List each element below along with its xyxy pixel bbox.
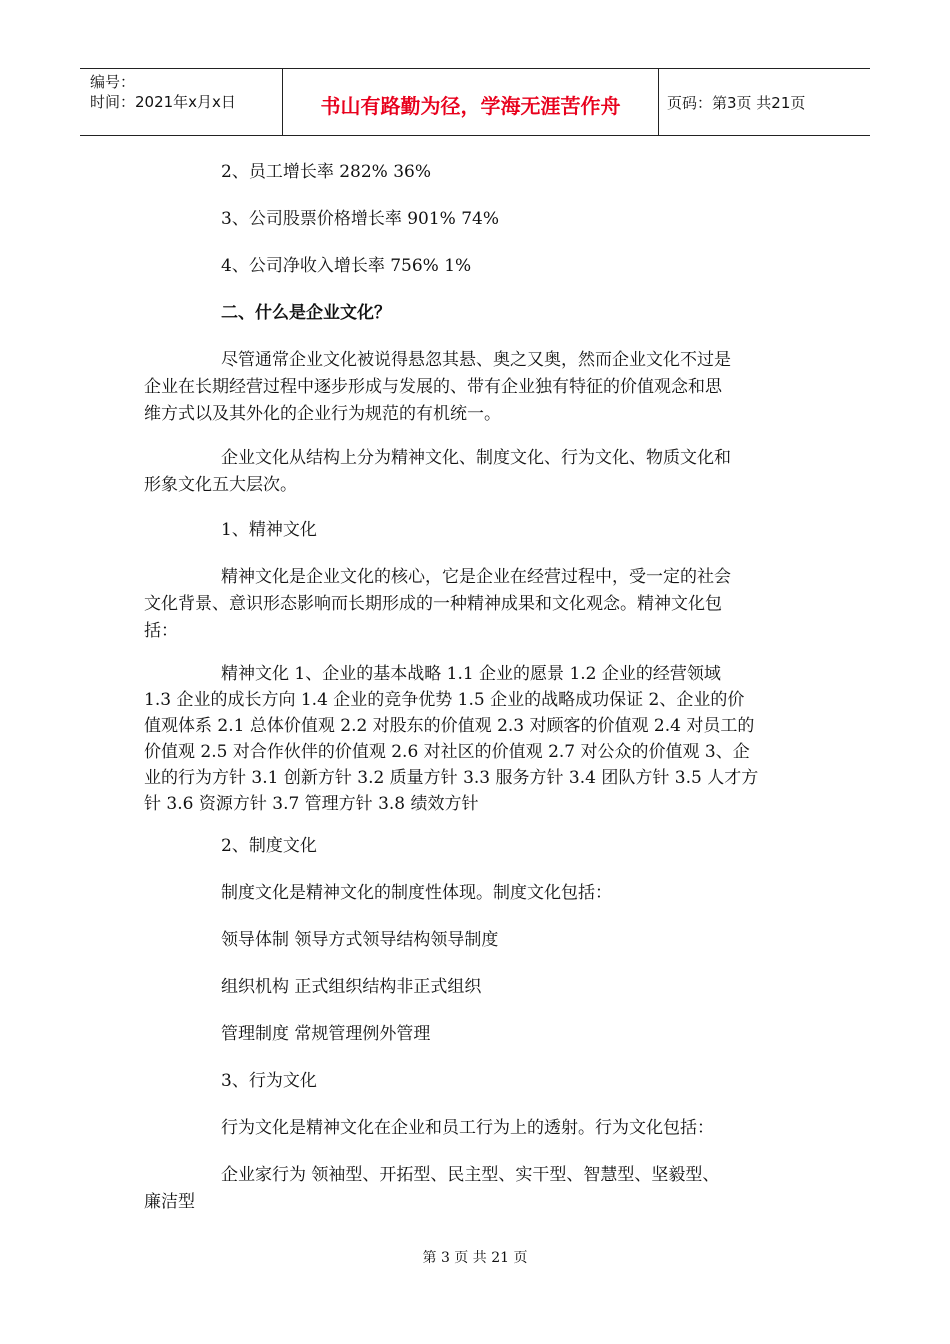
list-item: 4、公司净收入增长率 756% 1% bbox=[221, 256, 472, 276]
list-item: 3、公司股票价格增长率 901% 74% bbox=[221, 209, 500, 229]
paragraph-line: 精神文化 1、企业的基本战略 1.1 企业的愿景 1.2 企业的经营领域 bbox=[221, 664, 721, 684]
paragraph-line: 文化背景、意识形态影响而长期形成的一种精神成果和文化观念。精神文化包 bbox=[144, 594, 722, 614]
paragraph-line: 针 3.6 资源方针 3.7 管理方针 3.8 绩效方针 bbox=[144, 794, 479, 814]
paragraph-line: 业的行为方针 3.1 创新方针 3.2 质量方针 3.3 服务方针 3.4 团队方针 3.5 人才方 bbox=[144, 768, 759, 788]
paragraph-line: 形象文化五大层次。 bbox=[144, 475, 297, 495]
paragraph-line: 制度文化是精神文化的制度性体现。制度文化包括： bbox=[221, 883, 612, 903]
paragraph-line: 尽管通常企业文化被说得悬忽其悬、奥之又奥，然而企业文化不过是 bbox=[221, 350, 731, 370]
paragraph-line: 行为文化是精神文化在企业和员工行为上的透射。行为文化包括： bbox=[221, 1118, 714, 1138]
paragraph-line: 企业在长期经营过程中逐步形成与发展的、带有企业独有特征的价值观念和思 bbox=[144, 377, 722, 397]
header-page-info: 页码：第3页 共21页 bbox=[667, 93, 806, 112]
paragraph-line: 企业家行为 领袖型、开拓型、民主型、实干型、智慧型、坚毅型、 bbox=[221, 1165, 720, 1185]
section-heading: 二、什么是企业文化？ bbox=[221, 303, 391, 323]
page-footer: 第 3 页 共 21 页 bbox=[422, 1250, 528, 1266]
subheading: 2、制度文化 bbox=[221, 836, 317, 856]
list-item: 2、员工增长率 282% 36% bbox=[221, 162, 432, 182]
paragraph-line: 维方式以及其外化的企业行为规范的有机统一。 bbox=[144, 404, 501, 424]
paragraph-line: 括： bbox=[144, 621, 178, 641]
header-slogan: 书山有路勤为径，学海无涯苦作舟 bbox=[283, 69, 659, 135]
list-item: 领导体制 领导方式领导结构领导制度 bbox=[221, 930, 499, 950]
page-header bbox=[80, 68, 870, 136]
paragraph-line: 精神文化是企业文化的核心，它是企业在经营过程中，受一定的社会 bbox=[221, 567, 731, 587]
paragraph-line: 1.3 企业的成长方向 1.4 企业的竞争优势 1.5 企业的战略成功保证 2、企业的价 bbox=[144, 690, 745, 710]
doc-time-label: 时间：2021年x月x日 bbox=[90, 93, 236, 111]
paragraph-line: 企业文化从结构上分为精神文化、制度文化、行为文化、物质文化和 bbox=[221, 448, 731, 468]
doc-number-label: 编号： bbox=[90, 73, 136, 91]
paragraph-line: 廉洁型 bbox=[144, 1192, 195, 1212]
list-item: 组织机构 正式组织结构非正式组织 bbox=[221, 977, 482, 997]
paragraph-line: 值观体系 2.1 总体价值观 2.2 对股东的价值观 2.3 对顾客的价值观 2.4 对员工的 bbox=[144, 716, 755, 736]
subheading: 3、行为文化 bbox=[221, 1071, 317, 1091]
header-meta bbox=[80, 69, 283, 135]
paragraph-line: 价值观 2.5 对合作伙伴的价值观 2.6 对社区的价值观 2.7 对公众的价值观 3、企 bbox=[144, 742, 750, 762]
list-item: 管理制度 常规管理例外管理 bbox=[221, 1024, 431, 1044]
subheading: 1、精神文化 bbox=[221, 520, 317, 540]
